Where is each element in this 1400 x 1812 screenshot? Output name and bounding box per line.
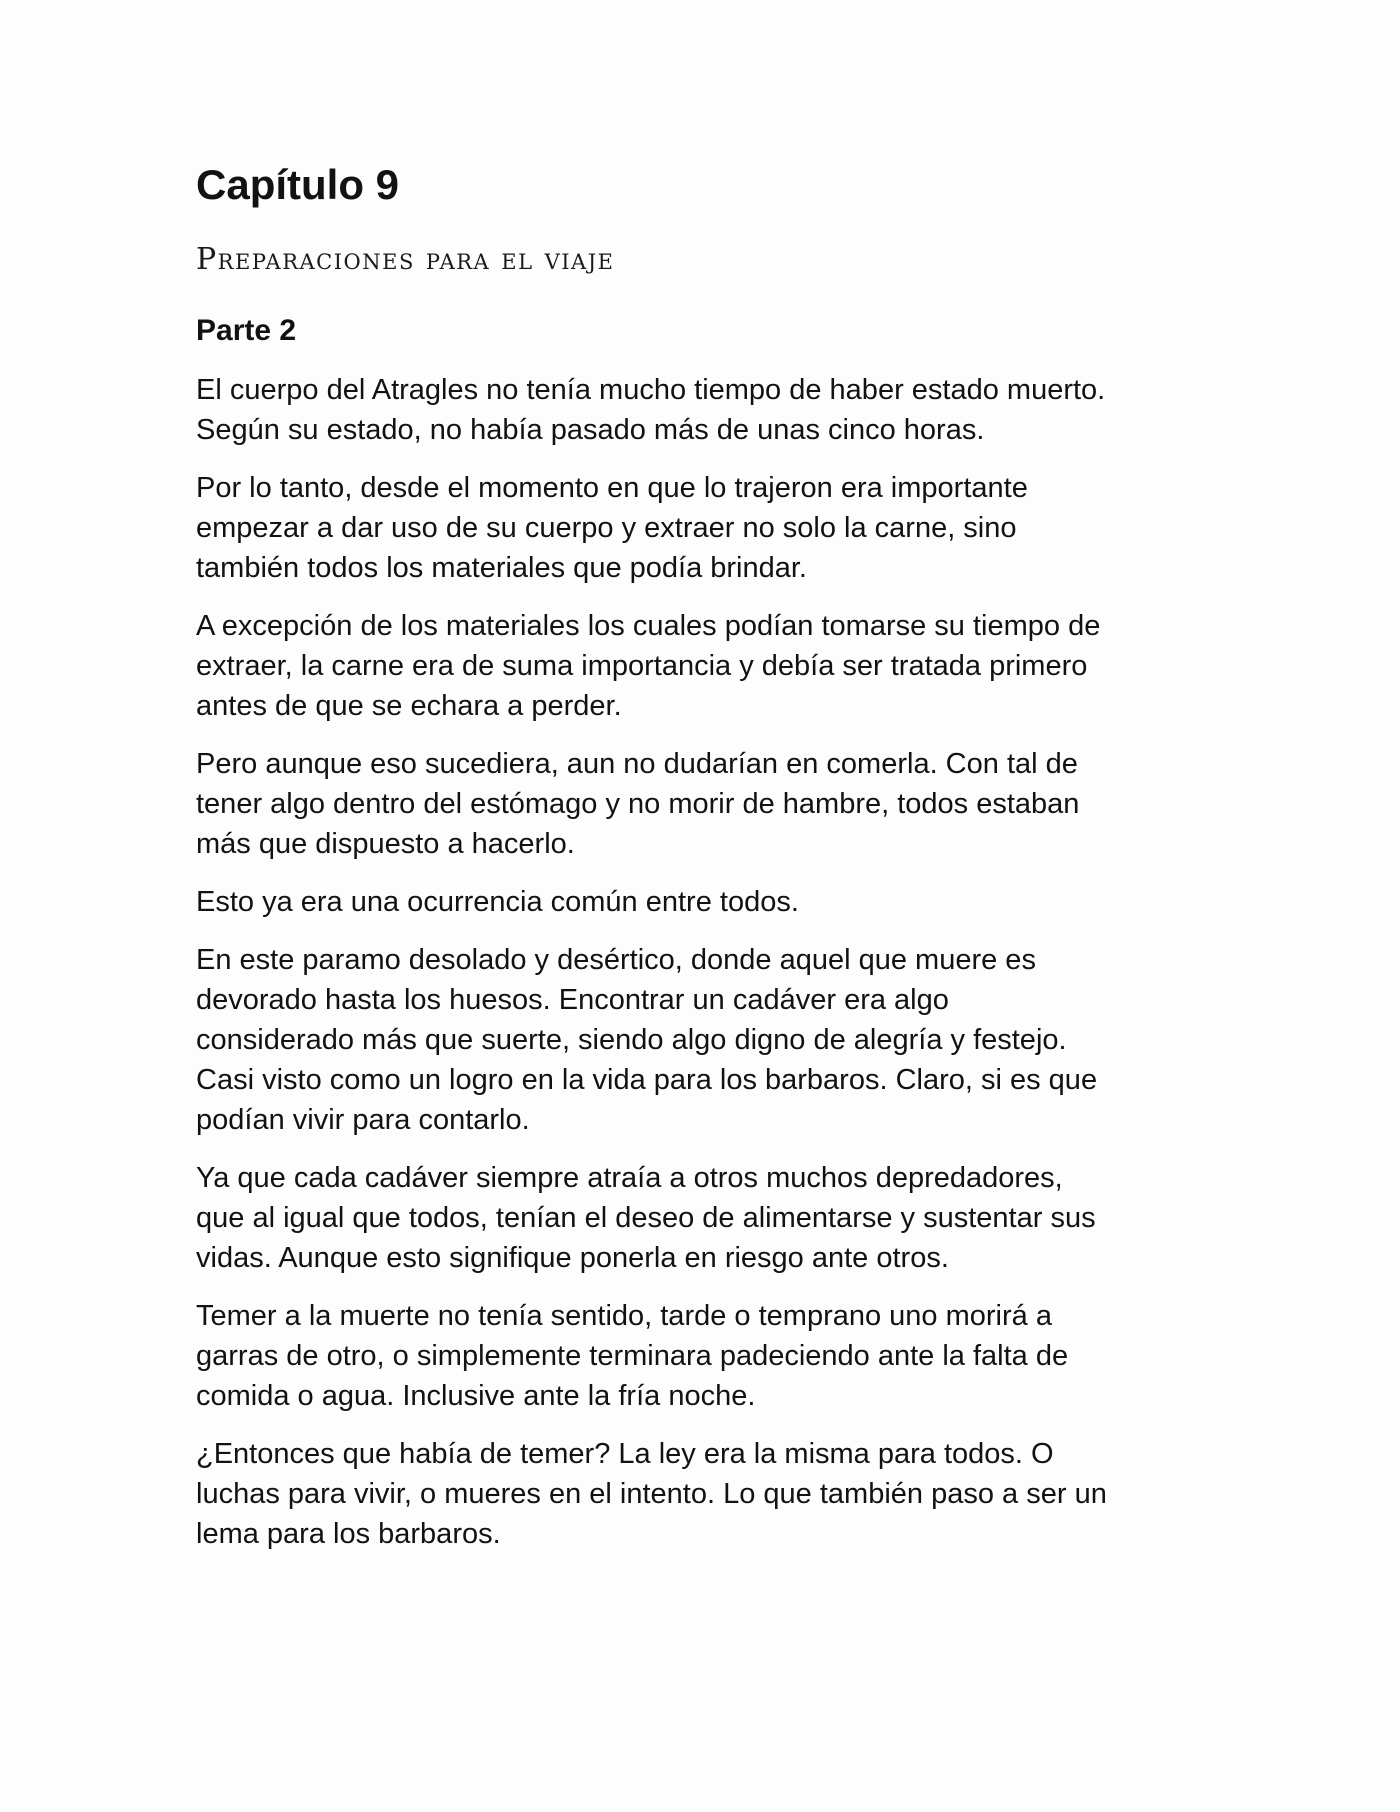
paragraph: A excepción de los materiales los cuales podían tomarse su tiempo de extraer, la carne era de suma importancia y debía ser tratada primero antes de que se echara a perder. [196, 610, 1101, 722]
paragraph: En este paramo desolado y desértico, donde aquel que muere es devorado hasta los huesos. Encontrar un cadáver era algo considerado más que suerte, siendo algo digno de alegría y festejo. Casi visto como un logro en la vida para los barbaros. Claro, si es que podían vivir para contarlo. [196, 944, 1098, 1136]
paragraph: Pero aunque eso sucediera, aun no dudarían en comerla. Con tal de tener algo dentro del estómago y no morir de hambre, todos estaban más que dispuesto a hacerlo. [196, 748, 1080, 860]
paragraph: ¿Entonces que había de temer? La ley era la misma para todos. O luchas para vivir, o mueres en el intento. Lo que también paso a ser un lema para los barbaros. [196, 1438, 1107, 1550]
paragraph: Temer a la muerte no tenía sentido, tarde o temprano uno morirá a garras de otro, o simplemente terminara padeciendo ante la falta de comida o agua. Inclusive ante la fría noche. [196, 1300, 1069, 1412]
chapter-subtitle: Preparaciones para el viaje [196, 242, 615, 277]
chapter-title: Capítulo 9 [196, 161, 400, 208]
paragraph: Esto ya era una ocurrencia común entre todos. [196, 886, 799, 918]
document-page [196, 0, 1216, 1812]
body-text [196, 370, 1216, 1572]
paragraph: Por lo tanto, desde el momento en que lo trajeron era importante empezar a dar uso de su cuerpo y extraer no solo la carne, sino también todos los materiales que podía brindar. [196, 472, 1028, 584]
paragraph: Ya que cada cadáver siempre atraía a otros muchos depredadores, que al igual que todos, tenían el deseo de alimentarse y sustentar sus vidas. Aunque esto signifique ponerla en riesgo ante otros. [196, 1162, 1096, 1274]
paragraph: El cuerpo del Atragles no tenía mucho tiempo de haber estado muerto. Según su estado, no había pasado más de unas cinco horas. [196, 374, 1106, 446]
part-label: Parte 2 [196, 314, 297, 347]
